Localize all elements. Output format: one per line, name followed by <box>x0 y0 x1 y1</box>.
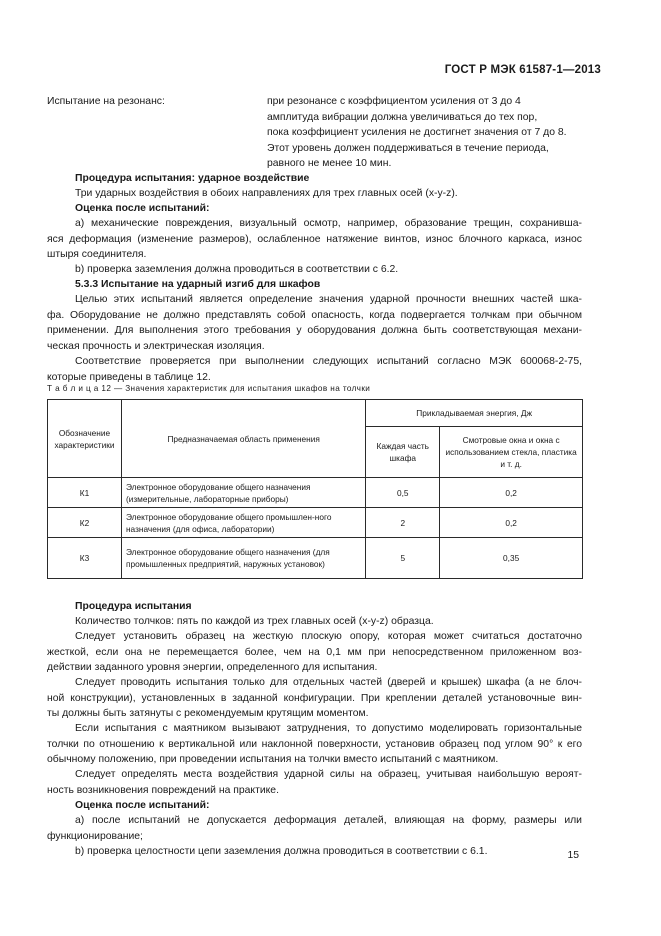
text-line: ческая прочность и электрическая изоляция. <box>47 340 265 352</box>
text-line: Следует установить образец на жесткую плоскую опору, которая может считаться достаточно <box>75 631 582 642</box>
text-line: при резонансе с коэффициентом усиления от 3 до 4 <box>267 96 521 107</box>
table-row <box>48 478 583 508</box>
procedure-paragraph-1 <box>47 629 582 676</box>
text-line: а) механические повреждения, визуальный осмотр, например, образование трещин, сохранивша- <box>75 218 582 229</box>
header-area: Предназначаемая область применения <box>121 400 365 478</box>
page-number: 15 <box>567 850 579 861</box>
cell-windows: 0,2 <box>440 478 583 508</box>
impact-eval-heading: Оценка после испытаний: <box>75 203 210 214</box>
text-line: применении. Для выполнения этого требования у оборудования должна быть соответствующая механи- <box>47 325 582 336</box>
impact-eval-a <box>47 216 582 263</box>
procedure-eval-a <box>47 813 582 844</box>
header-energy: Прикладываемая энергия, Дж <box>366 400 583 427</box>
cell-code: К2 <box>48 508 122 538</box>
cell-windows: 0,35 <box>440 538 583 579</box>
section-paragraph-2 <box>47 354 582 385</box>
procedure-eval-heading: Оценка после испытаний: <box>75 800 210 811</box>
cell-code: К3 <box>48 538 122 579</box>
text-line: жесткой, если она не перемещается более, чем на 0,1 мм при непосредственном приложенном воз- <box>47 646 582 658</box>
impact-energy-table <box>47 399 583 579</box>
text-line: действии заданного уровня энергии, определенного для испытания. <box>47 662 378 673</box>
text-line: ной конструкции), установленных в заданной конфигурации. При креплении деталей установочные вин- <box>47 692 582 704</box>
procedure-paragraph-2 <box>47 675 582 722</box>
text-line: Следует определять места воздействия ударной силы на образец, учитывая наибольшую вероят- <box>75 769 582 780</box>
procedure-paragraph-4 <box>47 767 582 798</box>
text-line: Целью этих испытаний является определение значения ударной прочности внешних частей шка- <box>75 294 582 305</box>
table-row <box>48 508 583 538</box>
text-line: штыря соединителя. <box>47 249 147 260</box>
cell-code: К1 <box>48 478 122 508</box>
cell-area: Электронное оборудование общего назначения (измерительные, лабораторные приборы) <box>121 478 365 508</box>
text-line: которые приведены в таблице 12. <box>47 371 211 383</box>
text-line: Если испытания с маятником вызывают затруднения, то допустимо моделировать горизонтальные <box>75 723 582 734</box>
cell-part: 5 <box>366 538 440 579</box>
document-header: ГОСТ Р МЭК 61587-1—2013 <box>444 64 601 76</box>
section-paragraph-1 <box>47 292 582 354</box>
header-designation: Обозначение характеристики <box>48 400 122 478</box>
text-line: ность возникновения повреждений на практике. <box>47 784 279 796</box>
text-line: фа. Оборудование не должно представлять собой опасность, когда подвергается толчкам при обычном <box>47 309 582 321</box>
procedure-heading: Процедура испытания <box>75 601 192 612</box>
resonance-description <box>267 94 567 172</box>
table-caption: Т а б л и ц а 12 — Значения характеристик для испытания шкафов на толчки <box>47 384 371 393</box>
cell-area: Электронное оборудование общего промышлен-ного назначения (для офиса, лаборатории) <box>121 508 365 538</box>
text-line: равного не менее 10 мин. <box>267 158 392 169</box>
cell-area: Электронное оборудование общего назначения (для промышленных предприятий, наружных установок) <box>121 538 365 579</box>
text-line: амплитуда вибрации должна увеличиваться до тех пор, <box>267 111 538 123</box>
text-line: Этот уровень должен поддерживаться в течение периода, <box>267 142 549 154</box>
impact-eval-b: b) проверка заземления должна проводиться в соответствии с 6.2. <box>75 264 399 275</box>
text-line: ты должны быть затянуты с рекомендуемым крутящим моментом. <box>47 708 369 719</box>
text-line: пока коэффициент усиления не достигнет значения от 7 до 8. <box>267 127 567 138</box>
text-line: Соответствие проверяется при выполнении следующих испытаний согласно МЭК 600068-2-75, <box>75 356 582 367</box>
text-line: толчки по отношению к вертикальной или наклонной поверхности, установив образец под углом 90° к его <box>47 738 582 750</box>
text-line: яся деформация (изменение размеров), ослабленное натяжение винтов, износ блочного каркаса, износ <box>47 233 582 245</box>
procedure-count: Количество толчков: пять по каждой из трех главных осей (x-y-z) образца. <box>75 616 434 627</box>
text-line: а) после испытаний не допускается деформация деталей, влияющая на форму, размеры или <box>75 815 582 826</box>
cell-windows: 0,2 <box>440 508 583 538</box>
impact-heading: Процедура испытания: ударное воздействие <box>75 173 310 184</box>
table-header-row <box>48 400 583 427</box>
cell-part: 0,5 <box>366 478 440 508</box>
header-windows: Смотровые окна и окна с использованием стекла, пластика и т. д. <box>440 427 583 478</box>
impact-text: Три ударных воздействия в обоих направлениях для трех главных осей (x-y-z). <box>75 188 458 199</box>
text-line: Следует проводить испытания только для отдельных частей (дверей и крышек) шкафа (а не блоч- <box>75 677 582 688</box>
cell-part: 2 <box>366 508 440 538</box>
procedure-eval-b: b) проверка целостности цепи заземления должна проводиться в соответствии с 6.1. <box>75 846 488 857</box>
procedure-paragraph-3 <box>47 721 582 768</box>
resonance-label: Испытание на резонанс: <box>47 96 165 107</box>
text-line: обычному положению, при проведении испытания на толчки вместо испытаний с маятником. <box>47 754 499 765</box>
header-part: Каждая часть шкафа <box>366 427 440 478</box>
section-heading: 5.3.3 Испытание на ударный изгиб для шкафов <box>75 279 321 290</box>
table-row <box>48 538 583 579</box>
text-line: функционирование; <box>47 830 143 842</box>
